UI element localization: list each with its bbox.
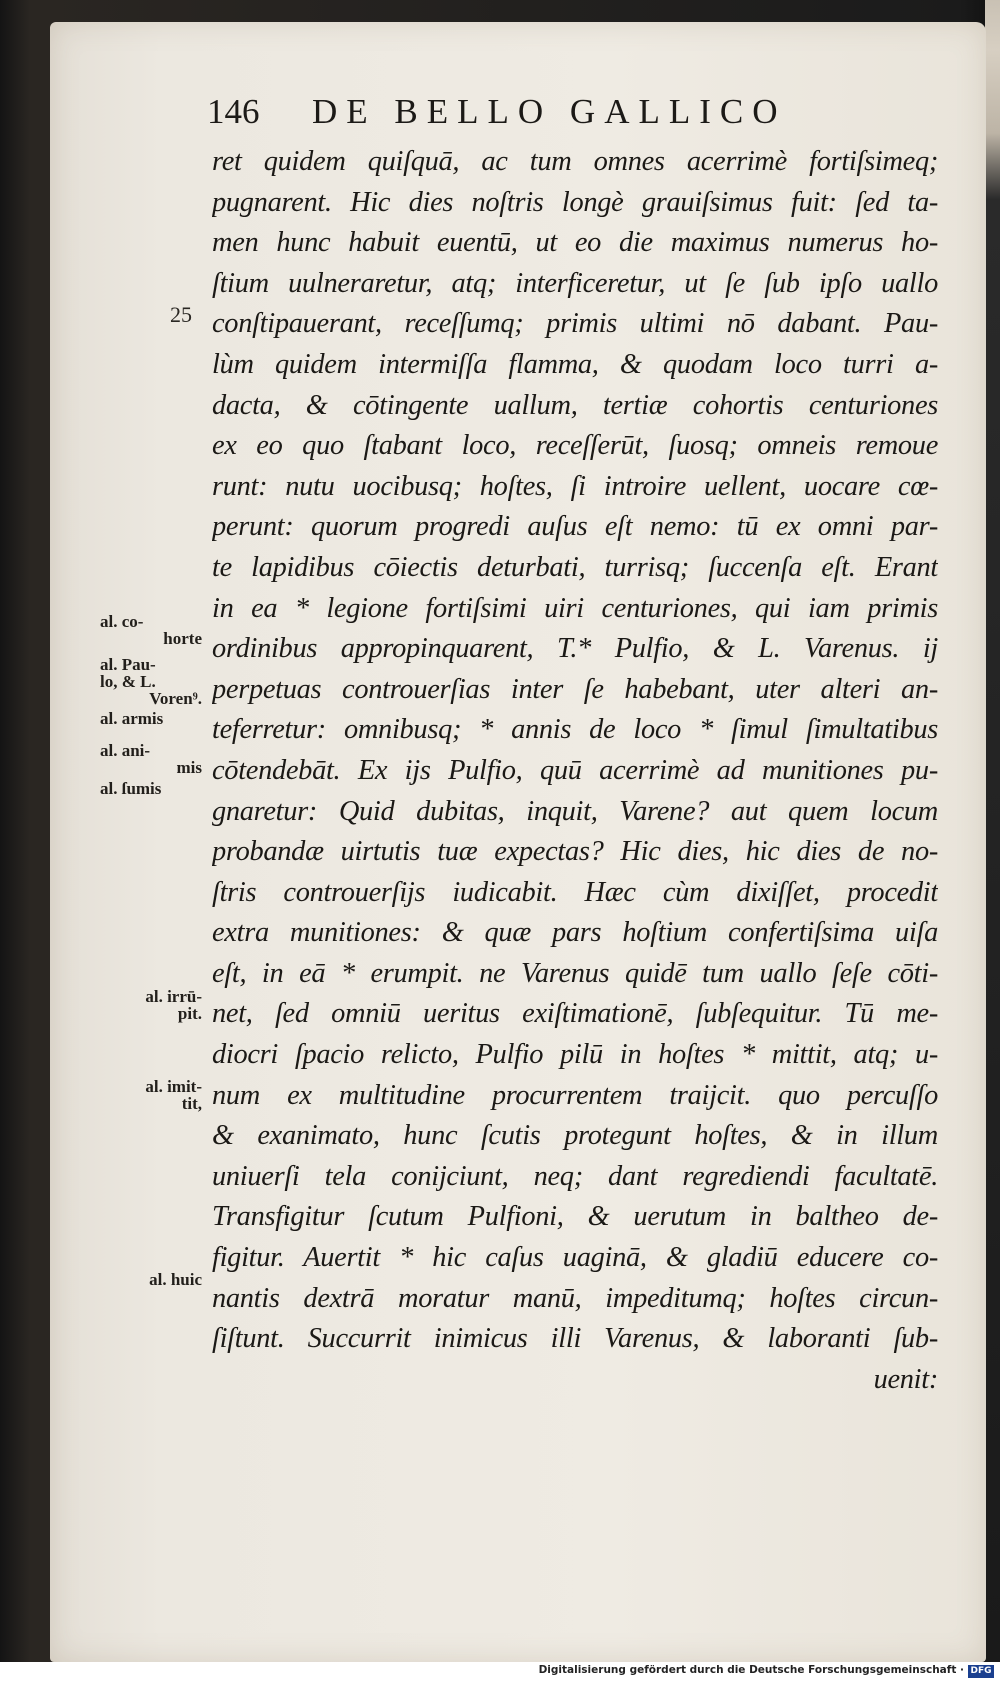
text-line: ſtris controuerſijs iudicabit. Hæc cùm dixiſſet, procedit (212, 876, 938, 908)
text-line: ex eo quo ſtabant loco, receſſerūt, ſuosq; omneis remoue (212, 430, 938, 462)
text-line: num ex multitudine procurrentem traijcit. quo percuſſo (212, 1079, 938, 1111)
text-line: pugnarent. Hic dies noſtris longè grauiſsimus fuit: ſed ta- (212, 186, 938, 218)
text-line: conſtipauerant, receſſumq; primis ultimi nō dabant. Pau- (212, 308, 938, 340)
text-line: extra munitiones: & quæ pars hoſtium confertiſsima uiſa (212, 917, 938, 949)
text-line: probandæ uirtutis tuæ expectas? Hic dies, hic dies de no- (212, 836, 938, 868)
running-head (207, 92, 817, 136)
running-title: DE BELLO GALLICO (312, 92, 787, 131)
text-line: ſiſtunt. Succurrit inimicus illi Varenus, & laboranti ſub- (212, 1323, 938, 1355)
margin-note: al. huic (149, 1270, 202, 1289)
text-line: figitur. Auertit * hic caſus uaginā, & gladiū educere co- (212, 1242, 938, 1274)
page-number: 146 (207, 92, 260, 131)
adjacent-page-edge (985, 0, 1000, 1662)
text-line: teferretur: omnibusq; * annis de loco * ſimul ſimultatibus (212, 714, 938, 746)
text-line: ordinibus appropinquarent, T.* Pulfio, & L. Varenus. ij (212, 633, 938, 665)
text-line: perunt: quorum progredi auſus eſt nemo: tū ex omni par- (212, 511, 938, 543)
margin-note: al. ſumis (100, 779, 162, 798)
text-line: eſt, in eā * erumpit. ne Varenus quidē tum uallo ſeſe cōti- (212, 957, 938, 989)
text-line: in ea * legione fortiſsimi uiri centuriones, qui iam primis (212, 592, 938, 624)
main-text-block (212, 142, 938, 1400)
text-line: ſtium uulneraretur, atq; interficeretur, ut ſe ſub ipſo uallo (212, 267, 938, 299)
text-line: runt: nutu uocibusq; hoſtes, ſi introire uellent, uocare cœ- (212, 470, 938, 502)
text-line: te lapidibus cōiectis deturbati, turrisq; ſuccenſa eſt. Erant (212, 551, 938, 583)
text-line: perpetuas controuerſias inter ſe habebant, uter alteri an- (212, 673, 938, 705)
margin-note: al. ani- mis (100, 741, 202, 777)
text-line: lùm quidem intermiſſa flamma, & quodam loco turri a- (212, 348, 938, 380)
margin-note: al. irrū- pit. (145, 987, 202, 1023)
text-line: nantis dextrā moratur manū, impeditumq; hoſtes circun- (212, 1282, 938, 1314)
margin-note: al. imit- tit, (145, 1077, 202, 1113)
text-line: gnaretur: Quid dubitas, inquit, Varene? aut quem locum (212, 795, 938, 827)
text-line: diocri ſpacio relicto, Pulfio pilū in hoſtes * mittit, atq; u- (212, 1039, 938, 1071)
margin-note: al. Pau- lo, & L. Voren⁹. (100, 655, 202, 708)
line-number-marker: 25 (170, 302, 192, 327)
text-line: & exanimato, hunc ſcutis protegunt hoſtes, & in illum (212, 1120, 938, 1152)
text-line: ret quidem quiſquā, ac tum omnes acerrimè fortiſsimeq; (212, 146, 938, 177)
text-line: net, ſed omniū ueritus exiſtimationē, ſubſequitur. Tū me- (212, 998, 938, 1030)
footer-bar (0, 1662, 1000, 1681)
funding-credit: Digitalisierung gefördert durch die Deutsche Forschungsgemeinschaft · (538, 1664, 964, 1676)
margin-note: al. co- horte (100, 612, 202, 648)
text-line: Transfigitur ſcutum Pulfioni, & uerutum in baltheo de- (212, 1201, 938, 1233)
text-line: men hunc habuit euentū, ut eo die maximus numerus ho- (212, 227, 938, 259)
text-line: cōtendebāt. Ex ijs Pulfio, quū acerrimè ad munitiones pu- (212, 754, 938, 786)
margin-notes (100, 0, 202, 1400)
margin-note: al. armis (100, 709, 164, 728)
dfg-logo-icon: DFG (968, 1665, 994, 1678)
text-line: dacta, & cōtingente uallum, tertiæ cohortis centuriones (212, 389, 938, 421)
text-line: uniuerſi tela conijciunt, neq; dant regrediendi facultatē. (212, 1160, 938, 1192)
text-line: uenit: (873, 1363, 938, 1395)
